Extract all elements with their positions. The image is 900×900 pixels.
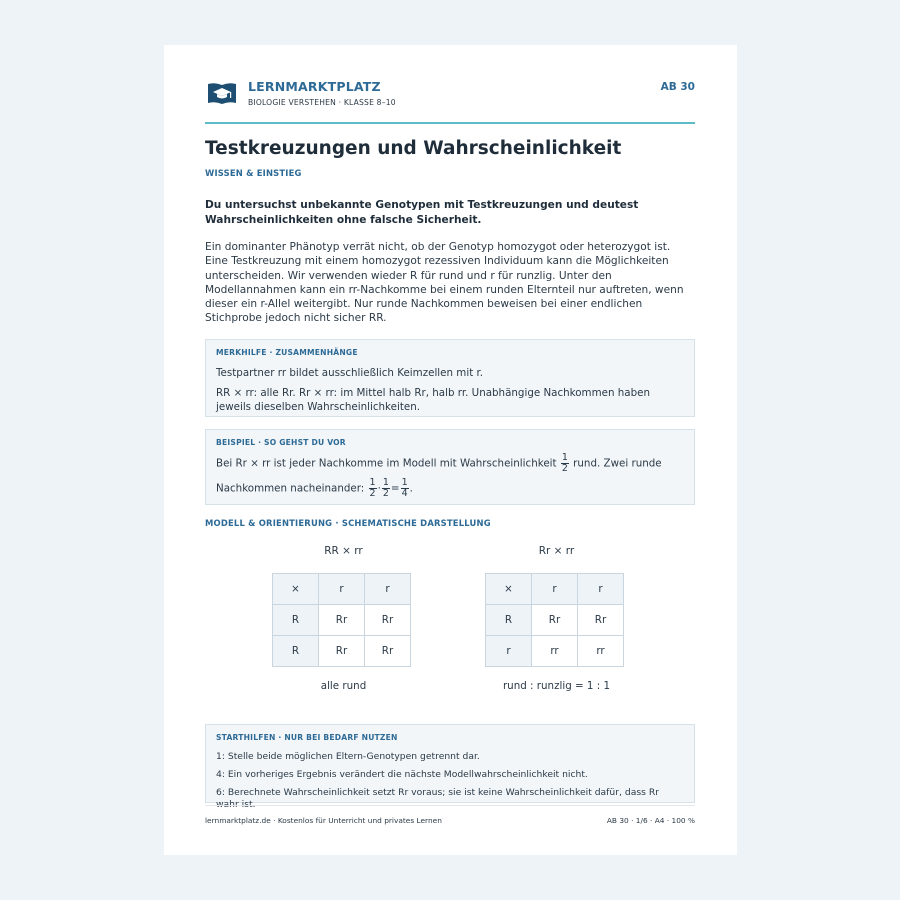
- punnett-cell: Rr: [365, 604, 411, 635]
- fraction-one-half-a: $\frac{1}{2}$: [369, 476, 376, 499]
- lead-text: Du untersuchst unbekannte Genotypen mit Testkreuzungen und deutest Wahrscheinlichkeiten ohne falsche Sicherheit.: [205, 199, 639, 226]
- footer-page-info: AB 30 · 1/6 · A4 · 100 %: [606, 816, 695, 825]
- punnett-header-cell: r: [532, 573, 578, 604]
- brand-name: LERNMARKTPLATZ: [248, 79, 381, 94]
- starthilfen-box: [205, 724, 695, 810]
- sheet-number: AB 30: [660, 81, 695, 93]
- merkhilfe-box: [205, 339, 695, 417]
- punnett-cell: Rr: [319, 635, 365, 666]
- fraction-one-half-b: $\frac{1}{2}$: [382, 476, 389, 499]
- punnett-square-rr-het-x-rr: [485, 528, 628, 692]
- hint-item: 4: Ein vorheriges Ergebnis verändert die nächste Modellwahrscheinlichkeit nicht.: [216, 768, 588, 780]
- beispiel-text-b: rund. Zwei runde: [573, 457, 662, 470]
- punnett-header-cell: R: [273, 604, 319, 635]
- fraction-one-quarter: $\frac{1}{4}$: [401, 476, 408, 499]
- hint-item: 1: Stelle beide möglichen Eltern-Genotypen getrennt dar.: [216, 750, 480, 762]
- page-footer: [205, 805, 695, 836]
- punnett-cell: Rr: [319, 604, 365, 635]
- punnett-cell: Rr: [365, 635, 411, 666]
- punnett-header-cell: r: [486, 635, 532, 666]
- punnett-header-cell: r: [365, 573, 411, 604]
- final-period: .: [409, 482, 413, 495]
- worksheet-page: [164, 45, 737, 855]
- model-section-tag: MODELL & ORIENTIERUNG · SCHEMATISCHE DARSTELLUNG: [205, 517, 491, 528]
- page-title: Testkreuzungen und Wahrscheinlichkeit: [205, 138, 622, 159]
- starthilfen-title: STARTHILFEN · NUR BEI BEDARF NUTZEN: [216, 732, 398, 742]
- fraction-one-half: $\frac{1}{2}$: [561, 451, 568, 474]
- punnett-cell: Rr: [578, 604, 624, 635]
- intro-paragraph: Ein dominanter Phänotyp verrät nicht, ob der Genotyp homozygot oder heterozygot ist. Eine Testkreuzung mit einem homozygot rezessiven Individuum kann die Möglichkeiten unterscheiden. Wir verwenden wieder R für rund und r für runzlig. Unter den Modellannahmen kann ein rr-Nachkomme bei einem runden Elternteil nur auftreten, wenn dieser ein r-Allel weitergibt. Nur runde Nachkommen beweisen bei einer endlichen Stichprobe jedoch nicht sicher RR.: [205, 241, 684, 325]
- section-tag: WISSEN & EINSTIEG: [205, 168, 302, 178]
- equals-sign: =: [390, 482, 400, 495]
- merkhilfe-line-1: Testpartner rr bildet ausschließlich Keimzellen mit r.: [216, 366, 484, 379]
- punnett-grid: [272, 573, 411, 667]
- punnett-header-cell: r: [319, 573, 365, 604]
- punnett-title: Rr × rr: [538, 544, 575, 557]
- punnett-header-cell: r: [578, 573, 624, 604]
- merkhilfe-line-2: RR × rr: alle Rr. Rr × rr: im Mittel halb Rr, halb rr. Unabhängige Nachkommen haben jeweils dieselben Wahrscheinlichkeiten.: [216, 386, 650, 413]
- beispiel-box: [205, 429, 695, 505]
- book-graduation-cap-icon: [207, 81, 237, 106]
- punnett-cell: rr: [578, 635, 624, 666]
- page-header: [205, 45, 695, 124]
- punnett-header-cell: R: [273, 635, 319, 666]
- punnett-corner-cell: ×: [273, 573, 319, 604]
- punnett-header-cell: R: [486, 604, 532, 635]
- beispiel-text-a: Bei Rr × rr ist jeder Nachkomme im Modell mit Wahrscheinlichkeit: [216, 457, 557, 470]
- punnett-diagrams: [205, 528, 695, 713]
- beispiel-text-c: Nachkommen nacheinander:: [216, 482, 365, 495]
- punnett-grid: [485, 573, 624, 667]
- times-dot: ·: [377, 482, 381, 495]
- hint-item: 6: Berechnete Wahrscheinlichkeit setzt Rr voraus; sie ist keine Wahrscheinlichkeit dafür, dass Rr wahr ist.: [216, 786, 659, 810]
- beispiel-title: BEISPIEL · SO GEHST DU VOR: [216, 437, 346, 447]
- punnett-result: alle rund: [320, 679, 367, 692]
- punnett-title: RR × rr: [324, 544, 363, 557]
- beispiel-line-2: [216, 478, 684, 499]
- punnett-square-rr-x-rr: [272, 528, 415, 692]
- punnett-cell: Rr: [532, 604, 578, 635]
- punnett-result: rund : runzlig = 1 : 1: [502, 679, 611, 692]
- punnett-cell: rr: [532, 635, 578, 666]
- punnett-corner-cell: ×: [486, 573, 532, 604]
- footer-site-note: lernmarktplatz.de · Kostenlos für Unterricht und privates Lernen: [205, 816, 442, 825]
- brand-subtitle: BIOLOGIE VERSTEHEN · KLASSE 8–10: [248, 98, 396, 107]
- beispiel-line-1: [216, 453, 684, 474]
- merkhilfe-title: MERKHILFE · ZUSAMMENHÄNGE: [216, 347, 358, 357]
